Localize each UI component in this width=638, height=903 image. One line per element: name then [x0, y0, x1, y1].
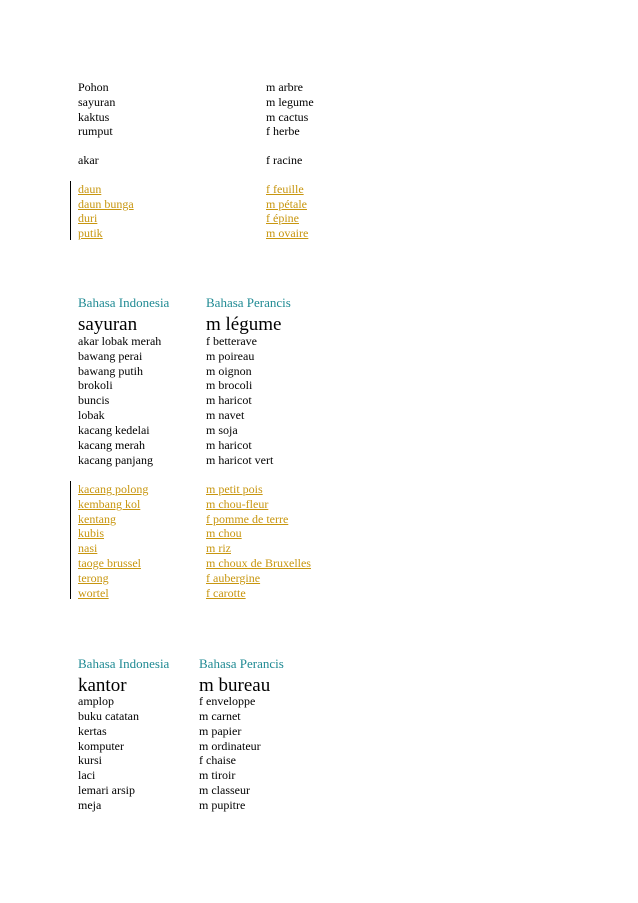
- french-link[interactable]: m pétale: [266, 197, 307, 211]
- french-link[interactable]: m chou-fleur: [206, 497, 269, 511]
- indonesian-word: rumput: [78, 124, 113, 138]
- french-word: m oignon: [206, 364, 252, 378]
- french-word: m papier: [199, 724, 242, 738]
- indonesian-link[interactable]: kentang: [78, 512, 116, 526]
- indonesian-word: meja: [78, 798, 102, 812]
- french-link[interactable]: m ovaire: [266, 226, 309, 240]
- title-french: m légume: [206, 314, 282, 335]
- indonesian-word: lemari arsip: [78, 783, 135, 797]
- french-word: m ordinateur: [199, 739, 261, 753]
- french-word: m poireau: [206, 349, 255, 363]
- french-word: m carnet: [199, 709, 241, 723]
- french-word: m classeur: [199, 783, 250, 797]
- indonesian-word: kacang kedelai: [78, 423, 150, 437]
- french-link[interactable]: f pomme de terre: [206, 512, 289, 526]
- title-french: m bureau: [199, 675, 271, 696]
- indonesian-word: sayuran: [78, 95, 116, 109]
- french-word: m haricot vert: [206, 453, 274, 467]
- indonesian-word: laci: [78, 768, 96, 782]
- french-word: f betterave: [206, 334, 257, 348]
- title-indonesian: kantor: [78, 675, 127, 696]
- french-word: m brocoli: [206, 378, 253, 392]
- indonesian-link[interactable]: putik: [78, 226, 103, 240]
- indonesian-word: akar: [78, 153, 99, 167]
- french-link[interactable]: m chou: [206, 526, 242, 540]
- french-link[interactable]: f feuille: [266, 182, 304, 196]
- french-word: f herbe: [266, 124, 300, 138]
- indonesian-word: bawang perai: [78, 349, 143, 363]
- french-word: f enveloppe: [199, 694, 256, 708]
- title-indonesian: sayuran: [78, 314, 138, 335]
- french-link[interactable]: f épine: [266, 211, 299, 225]
- indonesian-link[interactable]: daun bunga: [78, 197, 134, 211]
- indonesian-word: kaktus: [78, 110, 110, 124]
- french-link[interactable]: f aubergine: [206, 571, 261, 585]
- indonesian-word: kacang panjang: [78, 453, 153, 467]
- indonesian-word: brokoli: [78, 378, 113, 392]
- french-word: m tiroir: [199, 768, 236, 782]
- french-word: m cactus: [266, 110, 309, 124]
- indonesian-link[interactable]: duri: [78, 211, 98, 225]
- french-link[interactable]: m riz: [206, 541, 231, 555]
- indonesian-word: amplop: [78, 694, 114, 708]
- column-header-french: Bahasa Perancis: [199, 656, 284, 671]
- change-bar: [70, 181, 71, 240]
- indonesian-link[interactable]: nasi: [78, 541, 98, 555]
- indonesian-link[interactable]: daun: [78, 182, 102, 196]
- french-word: f racine: [266, 153, 303, 167]
- indonesian-word: komputer: [78, 739, 124, 753]
- indonesian-link[interactable]: kembang kol: [78, 497, 141, 511]
- indonesian-word: kacang merah: [78, 438, 145, 452]
- indonesian-link[interactable]: terong: [78, 571, 109, 585]
- indonesian-word: buku catatan: [78, 709, 139, 723]
- french-word: m arbre: [266, 80, 303, 94]
- indonesian-word: kursi: [78, 753, 102, 767]
- indonesian-word: akar lobak merah: [78, 334, 162, 348]
- column-header-indonesian: Bahasa Indonesia: [78, 295, 170, 310]
- indonesian-word: bawang putih: [78, 364, 143, 378]
- french-word: m soja: [206, 423, 238, 437]
- indonesian-link[interactable]: kubis: [78, 526, 105, 540]
- indonesian-link[interactable]: taoge brussel: [78, 556, 141, 570]
- change-bar: [70, 481, 71, 599]
- french-link[interactable]: m choux de Bruxelles: [206, 556, 311, 570]
- indonesian-word: buncis: [78, 393, 110, 407]
- indonesian-link[interactable]: kacang polong: [78, 482, 149, 496]
- french-word: f chaise: [199, 753, 236, 767]
- french-word: m haricot: [206, 438, 252, 452]
- french-word: m navet: [206, 408, 245, 422]
- column-header-french: Bahasa Perancis: [206, 295, 291, 310]
- indonesian-link[interactable]: wortel: [78, 586, 109, 600]
- french-word: m legume: [266, 95, 314, 109]
- french-link[interactable]: f carotte: [206, 586, 246, 600]
- indonesian-word: Pohon: [78, 80, 109, 94]
- indonesian-word: kertas: [78, 724, 107, 738]
- french-word: m haricot: [206, 393, 252, 407]
- indonesian-word: lobak: [78, 408, 105, 422]
- french-word: m pupitre: [199, 798, 246, 812]
- french-link[interactable]: m petit pois: [206, 482, 263, 496]
- column-header-indonesian: Bahasa Indonesia: [78, 656, 170, 671]
